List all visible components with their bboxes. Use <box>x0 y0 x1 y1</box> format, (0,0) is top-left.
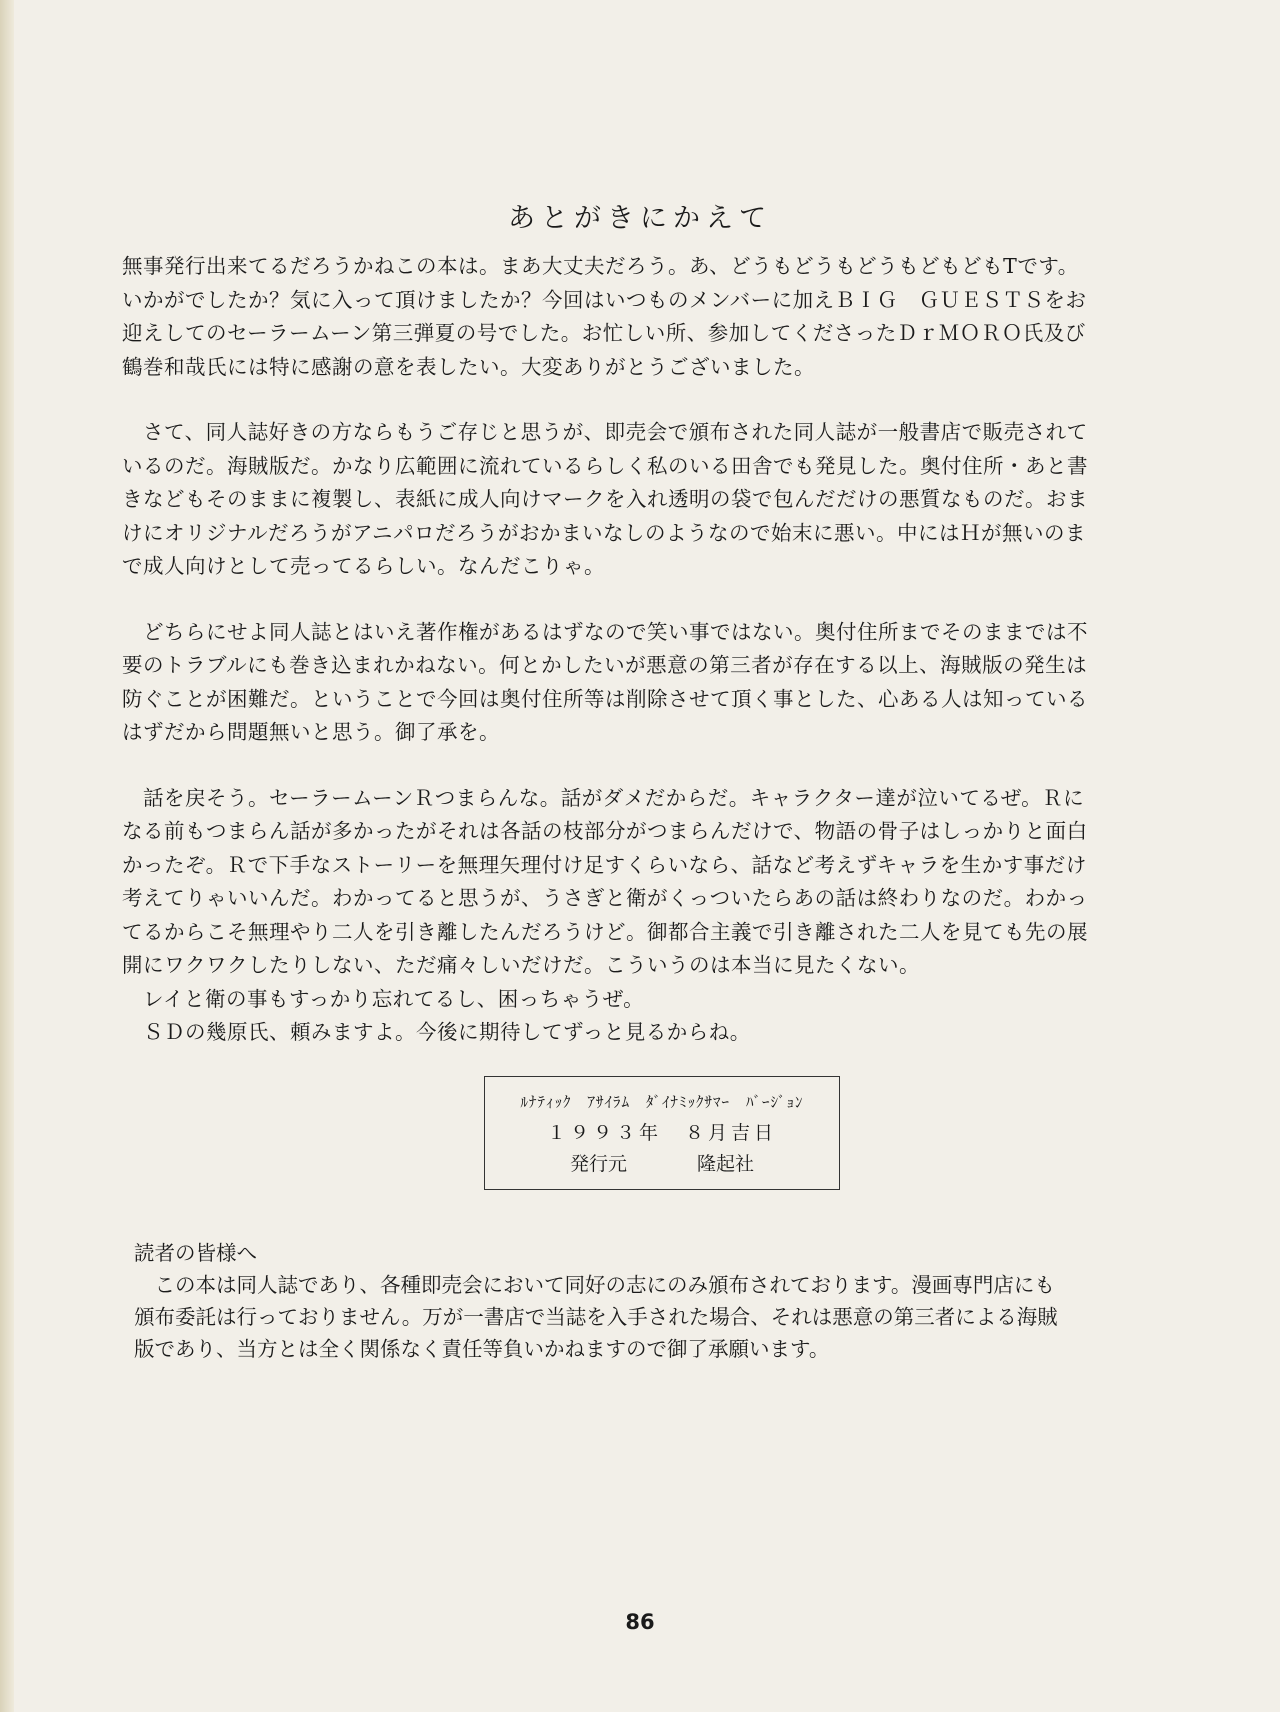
publisher-label: 発行元 <box>569 1153 627 1175</box>
page-number: 86 <box>625 1610 655 1634</box>
notice-text: この本は同人誌であり、各種即売会において同好の志にのみ頒布されております。漫画専門店にも 頒布委託は行っておりません。万が一書店で当誌を入手された場合、それは悪意の第三者による海賊 版であり、当方とは全く関係なく責任等負いかねますので御了承願います。 <box>134 1273 1058 1361</box>
afterword-body <box>122 250 1174 1050</box>
paragraph-4: 話を戻そう。セーラームーンＲつまらんな。話がダメだからだ。キャラクター達が泣いてるぜ。Ｒに なる前もつまらん話が多かったがそれは各話の枝部分がつまらんだけで、物語の骨子はしっかりと面白 かったぞ。Ｒで下手なストーリーを無理矢理付け足すくらいなら、話など考えずキャラを生かす事だけ 考えてりゃいいんだ。わかってると思うが、うさぎと衛がくっついたらあの話は終わりなのだ。わかっ てるからこそ無理やり二人を引き離したんだろうけど。御都合主義で引き離された二人を見ても先の展 開にワクワクしたりしない、ただ痛々しいだけだ。こういうのは本当に見たくない。 レイと衛の事もすっかり忘れてるし、困っちゃうぜ。 ＳＤの幾原氏、頼みますよ。今後に期待してずっと見るからね。 <box>122 785 1088 1044</box>
colophon-box <box>484 1076 840 1190</box>
colophon-date: １９９３年 ８月吉日 <box>546 1122 777 1144</box>
colophon-publisher <box>485 1149 839 1176</box>
colophon-title: ﾙﾅﾃｨｯｸ ｱｻｲﾗﾑ ﾀﾞｲﾅﾐｯｸｻﾏｰ ﾊﾞｰｼﾞｮﾝ <box>520 1093 804 1111</box>
notice-heading: 読者の皆様へ <box>134 1241 257 1265</box>
paper-edge <box>0 0 14 1712</box>
publisher-name: 隆起社 <box>697 1153 755 1175</box>
page-title: あとがきにかえて <box>508 203 772 234</box>
paragraph-2: さて、同人誌好きの方ならもうご存じと思うが、即売会で頒布された同人誌が一般書店で販売されて いるのだ。海賊版だ。かなり広範囲に流れているらしく私のいる田舎でも発見した。奥付住所・あと書 きなどもそのままに複製し、表紙に成人向けマークを入れ透明の袋で包んだだけの悪質なものだ。おま けにオリジナルだろうがアニパロだろうがおかまいなしのようなので始末に悪い。中にはＨが無いのま で成人向けとして売ってるらしい。なんだこりゃ。 <box>122 420 1088 578</box>
paragraph-3: どちらにせよ同人誌とはいえ著作権があるはずなので笑い事ではない。奥付住所までそのままでは不 要のトラブルにも巻き込まれかねない。何とかしたいが悪意の第三者が存在する以上、海賊版の発生は 防ぐことが困難だ。ということで今回は奥付住所等は削除させて頂く事とした、心ある人は知っている はずだから問題無いと思う。御了承を。 <box>122 619 1088 744</box>
reader-notice <box>134 1237 1174 1365</box>
paragraph-1: 無事発行出来てるだろうかねこの本は。まあ大丈夫だろう。あ、どうもどうもどうもどもどもTです。 いかがでしたか？気に入って頂けましたか？今回はいつものメンバーに加えＢＩＧ ＧＵＥＳＴＳをお 迎えしてのセーラームーン第三弾夏の号でした。お忙しい所、参加してくださったＤｒＭＯＲＯ氏及び 鶴巻和哉氏には特に感謝の意を表したい。大変ありがとうございました。 <box>122 254 1087 379</box>
